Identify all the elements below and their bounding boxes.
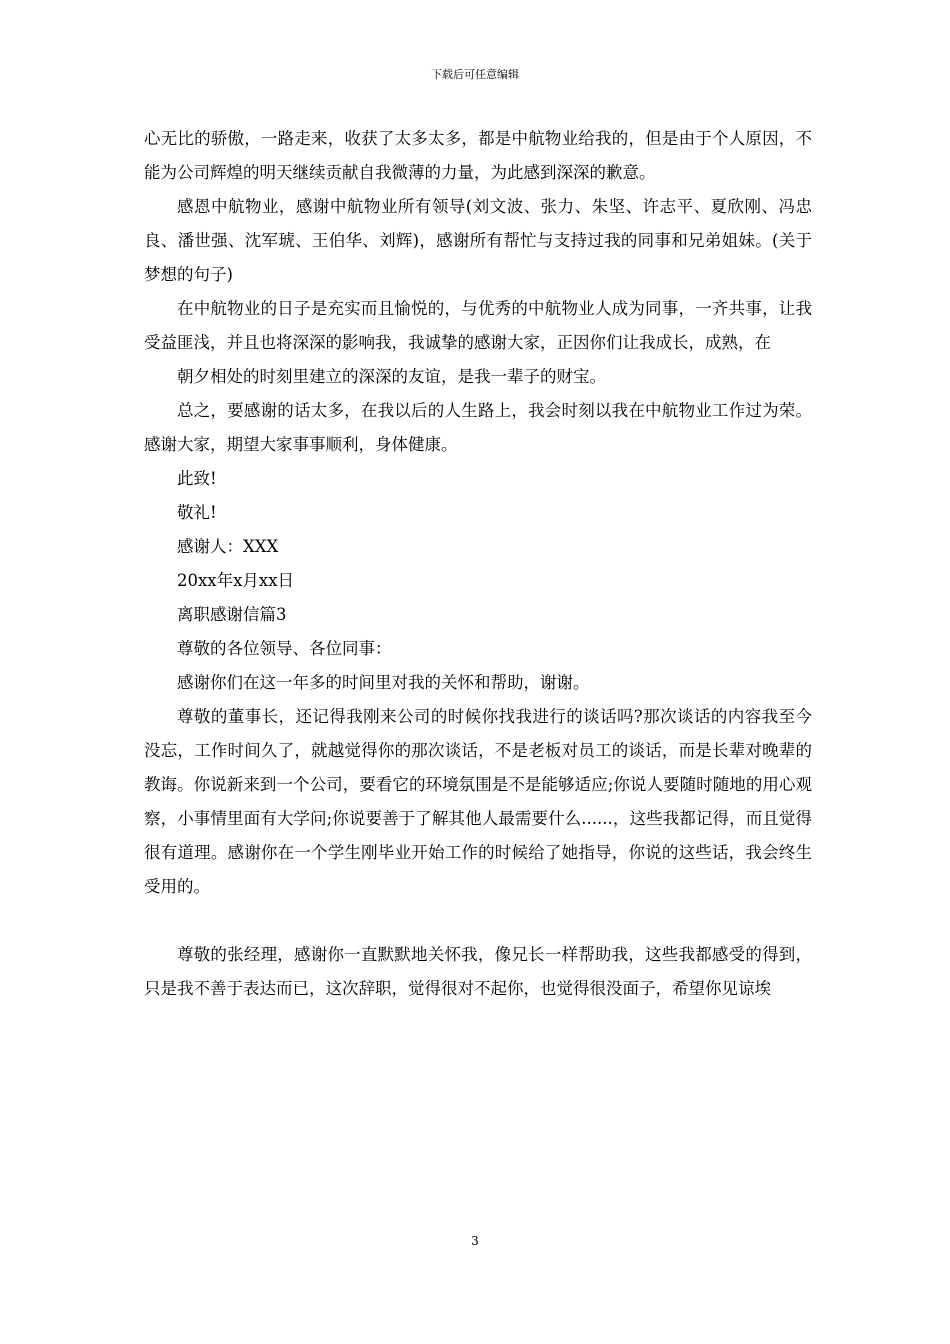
- paragraph: 尊敬的董事长，还记得我刚来公司的时候你找我进行的谈话吗?那次谈话的内容我至今没忘，工作时间久了，就越觉得你的那次谈话，不是老板对员工的谈话，而是长辈对晚辈的教诲。你说新来到一个公司，要看它的环境氛围是不是能够适应;你说人要随时随地的用心观察，小事情里面有大学问;你说要善于了解其他人最需要什么......，这些我都记得，而且觉得很有道理。感谢你在一个学生刚毕业开始工作的时候给了她指导，你说的这些话，我会终生受用的。: [144, 707, 812, 896]
- document-body: [144, 122, 812, 1006]
- paragraph: 在中航物业的日子是充实而且愉悦的，与优秀的中航物业人成为同事，一齐共事，让我受益匪浅，并且也将深深的影响我，我诚挚的感谢大家，正因你们让我成长，成熟，在: [144, 299, 812, 352]
- paragraph: 尊敬的张经理，感谢你一直默默地关怀我，像兄长一样帮助我，这些我都感受的得到，只是我不善于表达而已，这次辞职，觉得很对不起你，也觉得很没面子，希望你见谅埃: [144, 945, 812, 998]
- blank-line: [144, 904, 812, 938]
- paragraph: 朝夕相处的时刻里建立的深深的友谊，是我一辈子的财宝。: [177, 367, 606, 386]
- date-line: 20xx年x月xx日: [177, 571, 295, 590]
- signature-line: 感谢人：XXX: [177, 537, 279, 556]
- paragraph: 心无比的骄傲，一路走来，收获了太多太多，都是中航物业给我的，但是由于个人原因，不能为公司辉煌的明天继续贡献自我微薄的力量，为此感到深深的歉意。: [144, 129, 812, 182]
- closing-salutation: 敬礼!: [177, 503, 217, 522]
- closing-salutation: 此致!: [177, 469, 217, 488]
- page-header: [0, 68, 950, 82]
- paragraph: 总之，要感谢的话太多，在我以后的人生路上，我会时刻以我在中航物业工作过为荣。感谢大家，期望大家事事顺利，身体健康。: [144, 401, 812, 454]
- paragraph: 感恩中航物业，感谢中航物业所有领导(刘文波、张力、朱坚、许志平、夏欣刚、冯忠良、潘世强、沈军琥、王伯华、刘辉)，感谢所有帮忙与支持过我的同事和兄弟姐妹。(关于梦想的句子): [144, 197, 812, 284]
- section-title: 离职感谢信篇3: [177, 605, 287, 624]
- page-number: [0, 1234, 950, 1248]
- greeting-line: 尊敬的各位领导、各位同事：: [177, 639, 392, 658]
- header-text: 下载后可任意编辑: [431, 68, 519, 81]
- paragraph: 感谢你们在这一年多的时间里对我的关怀和帮助，谢谢。: [177, 673, 590, 692]
- page-number-text: 3: [471, 1234, 479, 1248]
